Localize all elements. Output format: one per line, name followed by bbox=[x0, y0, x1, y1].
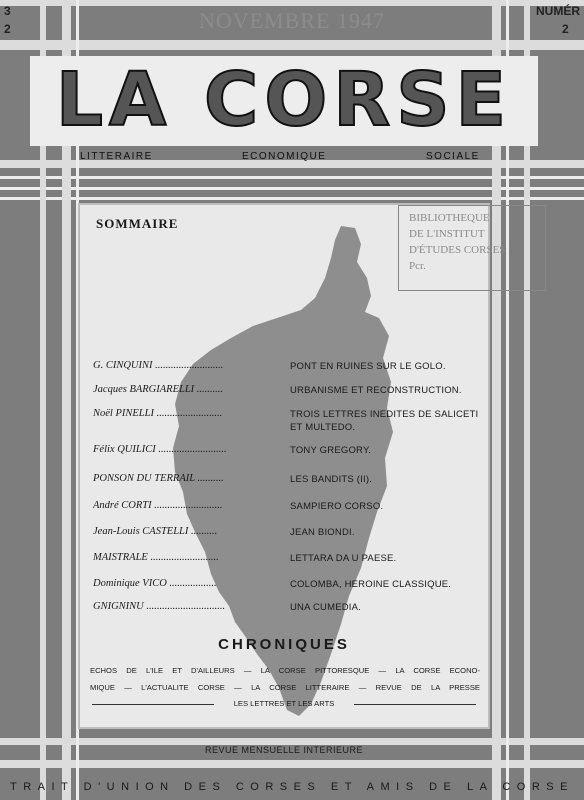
toc-title: PONT EN RUINES SUR LE GOLO. bbox=[290, 361, 446, 372]
sommaire-heading: SOMMAIRE bbox=[96, 216, 179, 231]
chroniques-line-1: ECHOS DE L'ILE ET D'AILLEURS — LA CORSE PITTORESQUE — LA CORSE ECONO- bbox=[90, 666, 480, 675]
chroniques-line-2: MIQUE — L'ACTUALITE CORSE — LA CORSE LITTERAIRE — REVUE DE LA PRESSE bbox=[90, 683, 480, 692]
toc-title: TROIS LETTRES INEDITES DE SALICETI ET MULTEDO. bbox=[290, 409, 479, 433]
toc-author: MAISTRALE .......................... bbox=[93, 552, 219, 563]
toc-title: SAMPIERO CORSO. bbox=[290, 501, 384, 512]
chroniques-line-3: LES LETTRES ET LES ARTS bbox=[233, 699, 335, 708]
chroniques-heading: CHRONIQUES bbox=[218, 636, 350, 653]
toc-title: COLOMBA, HEROINE CLASSIQUE. bbox=[290, 579, 452, 590]
toc-author: PONSON DU TERRAIL .......... bbox=[93, 473, 224, 484]
subtitle-sociale: SOCIALE bbox=[426, 151, 480, 162]
toc-title: URBANISME ET RECONSTRUCTION. bbox=[290, 385, 462, 396]
toc-author: Jacques BARGIARELLI .......... bbox=[93, 384, 224, 395]
issue-number-left-value: 2 bbox=[4, 22, 11, 36]
toc-author: Noël PINELLI ......................... bbox=[93, 408, 223, 419]
issue-number-label: NUMÉR bbox=[536, 4, 580, 18]
toc-title: JEAN BIONDI. bbox=[290, 527, 355, 538]
toc-author: Félix QUILICI .......................... bbox=[93, 444, 227, 455]
stamp-line-2: DE L'INSTITUT bbox=[409, 228, 485, 240]
revue-mensuelle: REVUE MENSUELLE INTERIEURE bbox=[204, 745, 364, 755]
toc-title: TONY GREGORY. bbox=[290, 445, 372, 456]
library-stamp bbox=[398, 205, 546, 291]
subtitle-economique: ECONOMIQUE bbox=[242, 151, 327, 162]
issue-number-left: 3 bbox=[4, 4, 11, 18]
stamp-line-3: D'ÉTUDES CORSES bbox=[409, 244, 506, 256]
toc-author: GNIGNINU .............................. bbox=[93, 601, 226, 612]
divider-right bbox=[354, 704, 476, 705]
issue-date: NOVEMBRE 1947 bbox=[199, 8, 385, 33]
toc-author: Dominique VICO .................. bbox=[93, 578, 217, 589]
tagline: TRAIT D'UNION DES CORSES ET AMIS DE LA CORSE bbox=[10, 781, 574, 793]
toc-title: UNA CUMEDIA. bbox=[290, 602, 362, 613]
toc-author: André CORTI .......................... bbox=[93, 500, 223, 511]
toc-author: G. CINQUINI .......................... bbox=[93, 360, 224, 371]
journal-title: LA CORSE bbox=[55, 57, 513, 143]
toc-title: LES BANDITS (II). bbox=[290, 474, 373, 485]
toc-author: Jean-Louis CASTELLI .......... bbox=[93, 526, 218, 537]
subtitle-litteraire: LITTERAIRE bbox=[80, 151, 153, 162]
toc-title: LETTARA DA U PAESE. bbox=[290, 553, 397, 564]
stamp-line-4: Pcr. bbox=[409, 260, 426, 272]
stamp-line-1: BIBLIOTHEQUE bbox=[409, 212, 490, 224]
issue-number-value: 2 bbox=[562, 22, 569, 36]
